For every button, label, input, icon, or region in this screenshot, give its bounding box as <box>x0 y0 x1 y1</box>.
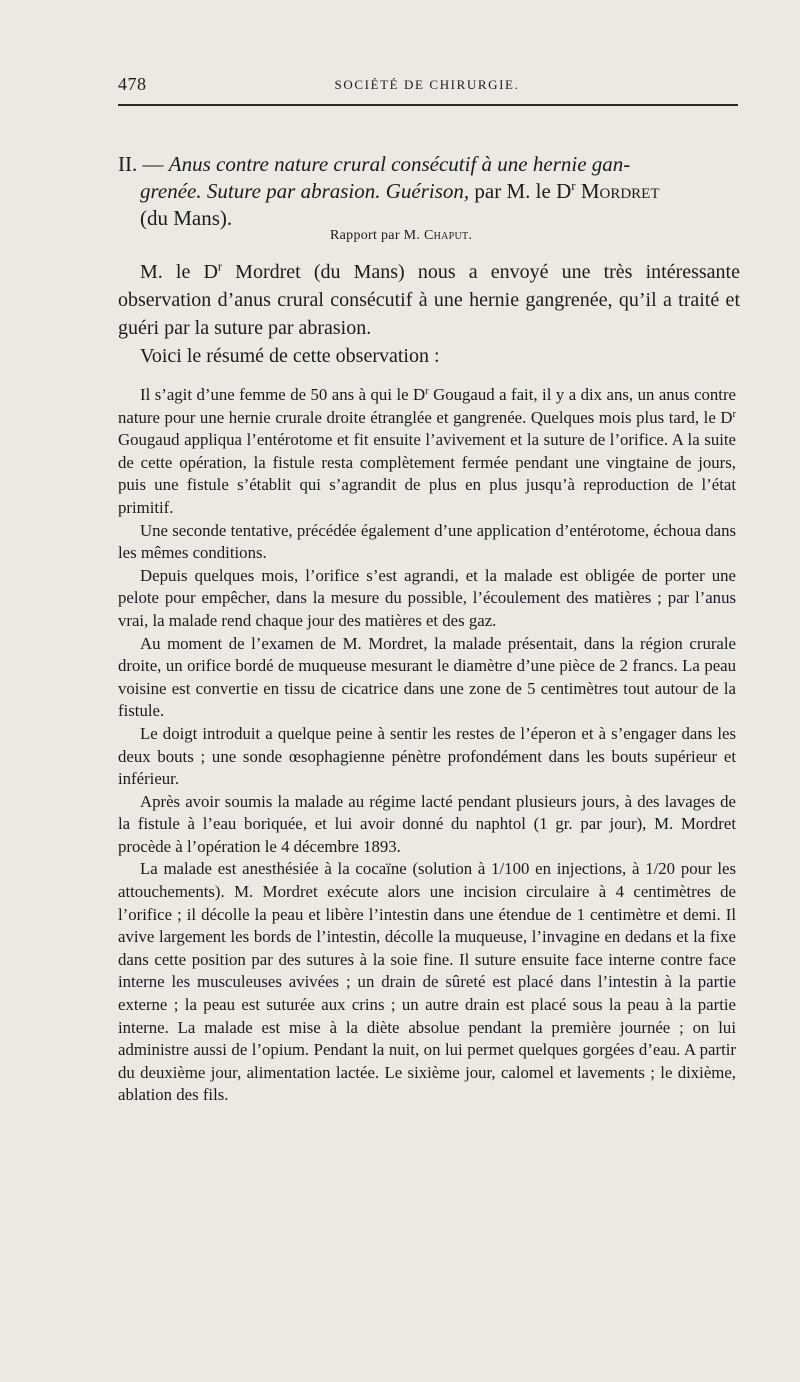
rapport-prefix: Rapport par M. <box>330 228 421 243</box>
body-paragraph-7: La malade est anesthésiée à la cocaïne (solution à 1/100 en injections, à 1/20 pour les attouchements). M. Mordret exécute alors une incision circulaire à 4 centimètres de l’orifice ; il décolle la peau et libère l’intestin dans une étendue de 1 centimètre et demi. Il avive largement les bords de l’intestin, décolle la muqueuse, l’invagine en dedans et la fixe dans cette position par des sutures à la soie fine. Il suture ensuite face interne contre face interne les musculeuses avivées ; un drain de sûreté est placé dans l’intestin à la partie externe ; la peau est suturée aux crins ; un autre drain est placé sous la peau à la partie interne. La malade est mise à la diète absolue pendant la première journée ; on lui administre aussi de l’opium. Pendant la nuit, on lui permet quelques gorgées d’eau. A partir du deuxième jour, alimentation lactée. Le sixième jour, calomel et lavements ; le dixième, ablation des fils. <box>118 859 736 1105</box>
body-paragraph-2: Une seconde tentative, précédée également d’une application d’entérotome, échoua dans les mêmes conditions. <box>118 520 736 563</box>
body-p1-sup1: r <box>425 385 429 397</box>
title-author: Mordret <box>580 179 660 203</box>
title-line-3: (du Mans). <box>140 206 233 230</box>
body-paragraph-3: Depuis quelques mois, l’orifice s’est agrandi, et la malade est obligée de porter une pelote pour empêcher, dans la mesure du possible, l’écoulement des matières ; par l’anus vrai, la malade rend chaque jour des matières et des gaz. <box>118 565 736 630</box>
title-line-1 <box>118 151 740 178</box>
intro-paragraph-2: Voici le résumé de cette observation : <box>140 345 440 367</box>
section-title <box>118 151 740 232</box>
running-head: SOCIÉTÉ DE CHIRURGIE. <box>334 77 520 92</box>
rapport-line <box>330 228 472 244</box>
title-italic-1: Anus contre nature crural consécutif à une hernie gan- <box>168 152 631 176</box>
title-numeral: II. — <box>118 152 164 176</box>
title-superscript: r <box>571 178 576 194</box>
intro-paragraph-1 <box>118 258 740 342</box>
observation-body <box>118 384 736 1107</box>
body-paragraph-5: Le doigt introduit a quelque peine à sentir les restes de l’éperon et à s’engager dans les deux bouts ; une sonde œsophagienne pénètre profondément dans les bouts supérieur et inférieur. <box>118 723 736 789</box>
title-par-text: par M. le D <box>474 179 572 203</box>
page-number: 478 <box>118 74 147 94</box>
intro-p1-a: M. le D <box>140 261 218 283</box>
intro-p1-sup: r <box>217 259 223 274</box>
rapport-author: Chaput. <box>423 228 473 243</box>
intro-p1-b: Mordret (du Mans) nous a envoyé une très intéressante observation d’anus crural consécutif à une hernie gangrenée, qu’il a traité et guéri par la suture par abrasion. <box>118 261 740 339</box>
body-p1-c: Gougaud appliqua l’entérotome et fit ensuite l’avivement et la suture de l’orifice. A la suite de cette opération, la fistule resta complètement fermée pendant une vingtaine de jours, puis une fistule s’établit qui s’agrandit de plus en plus jusqu’à reproduction de l’état primitif. <box>118 430 736 517</box>
body-paragraph-6: Après avoir soumis la malade au régime lacté pendant plusieurs jours, à des lavages de la fistule à l’eau boriquée, et lui avoir donné du naphtol (1 gr. par jour), M. Mordret procède à l’opération le 4 décembre 1893. <box>118 791 736 856</box>
body-p1-a: Il s’agit d’une femme de 50 ans à qui le D <box>140 385 426 404</box>
title-italic-2: grenée. Suture par abrasion. Guérison, <box>140 179 470 203</box>
header-rule <box>118 104 738 106</box>
body-paragraph-4: Au moment de l’examen de M. Mordret, la malade présentait, dans la région crurale droite, un orifice bordé de muqueuse mesurant le diamètre d’une pièce de 2 francs. La peau voisine est convertie en tissu de cicatrice dans une zone de 5 centimètres tout autour de la fistule. <box>118 633 736 721</box>
title-line-2 <box>118 178 740 205</box>
body-paragraph-1 <box>118 384 736 520</box>
body-p1-b: Gougaud a fait, il y a dix ans, un anus contre nature pour une hernie crurale droite étranglée et gangrenée. Quelques mois plus tard, le D <box>118 385 736 427</box>
body-p1-sup2: r <box>732 408 736 420</box>
intro-block <box>118 258 740 370</box>
page-header <box>118 74 736 98</box>
